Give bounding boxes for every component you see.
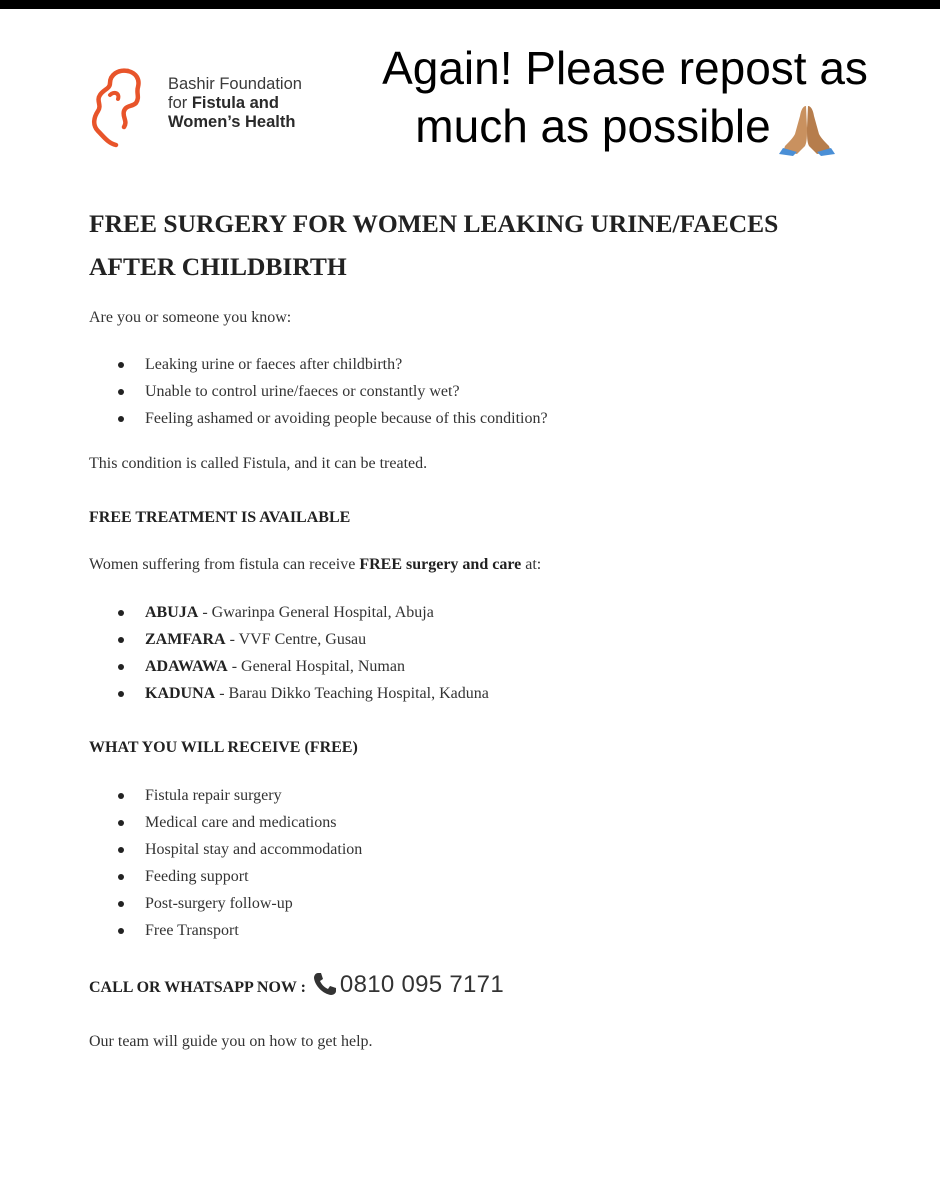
list-item: ABUJA - Gwarinpa General Hospital, Abuja	[118, 599, 489, 626]
symptom-list	[118, 351, 548, 432]
list-item: Post-surgery follow-up	[118, 890, 362, 917]
treatment-heading: FREE TREATMENT IS AVAILABLE	[89, 509, 351, 526]
list-item: Feeling ashamed or avoiding people because of this condition?	[118, 405, 548, 432]
list-item: KADUNA - Barau Dikko Teaching Hospital, Kaduna	[118, 680, 489, 707]
organization-name	[168, 75, 302, 132]
phone-icon	[312, 971, 338, 997]
org-line-1: Bashir Foundation	[168, 75, 302, 93]
intro-text: Are you or someone you know:	[89, 309, 292, 326]
repost-caption	[330, 39, 920, 156]
title-line-1: FREE SURGERY FOR WOMEN LEAKING URINE/FAECES	[89, 209, 779, 238]
org-line-3: Women’s Health	[168, 113, 296, 131]
list-item: Unable to control urine/faeces or constantly wet?	[118, 378, 548, 405]
list-item: Fistula repair surgery	[118, 782, 362, 809]
location-list	[118, 599, 489, 707]
flyer-page	[0, 9, 940, 1200]
condition-text: This condition is called Fistula, and it can be treated.	[89, 455, 428, 472]
foundation-logo-icon	[88, 65, 148, 149]
list-item: Hospital stay and accommodation	[118, 836, 362, 863]
list-item: Feeding support	[118, 863, 362, 890]
footer-text: Our team will guide you on how to get help.	[89, 1033, 373, 1050]
flyer-title	[89, 202, 869, 288]
receive-list	[118, 782, 362, 944]
list-item: Free Transport	[118, 917, 362, 944]
list-item: ZAMFARA - VVF Centre, Gusau	[118, 626, 489, 653]
contact-line	[89, 971, 504, 999]
repost-line-1: Again! Please repost as	[382, 42, 868, 94]
list-item: Medical care and medications	[118, 809, 362, 836]
treatment-text: Women suffering from fistula can receive FREE surgery and care at:	[89, 556, 542, 573]
folded-hands-icon	[779, 104, 835, 156]
repost-line-2: much as possible	[330, 97, 920, 156]
phone-number[interactable]: 0810 095 7171	[339, 971, 504, 998]
list-item: ADAWAWA - General Hospital, Numan	[118, 653, 489, 680]
receive-heading: WHAT YOU WILL RECEIVE (FREE)	[89, 739, 358, 756]
contact-label: CALL OR WHATSAPP NOW :	[89, 979, 306, 996]
list-item: Leaking urine or faeces after childbirth?	[118, 351, 548, 378]
title-line-2: AFTER CHILDBIRTH	[89, 252, 347, 281]
org-line-2: for Fistula and	[168, 94, 279, 112]
